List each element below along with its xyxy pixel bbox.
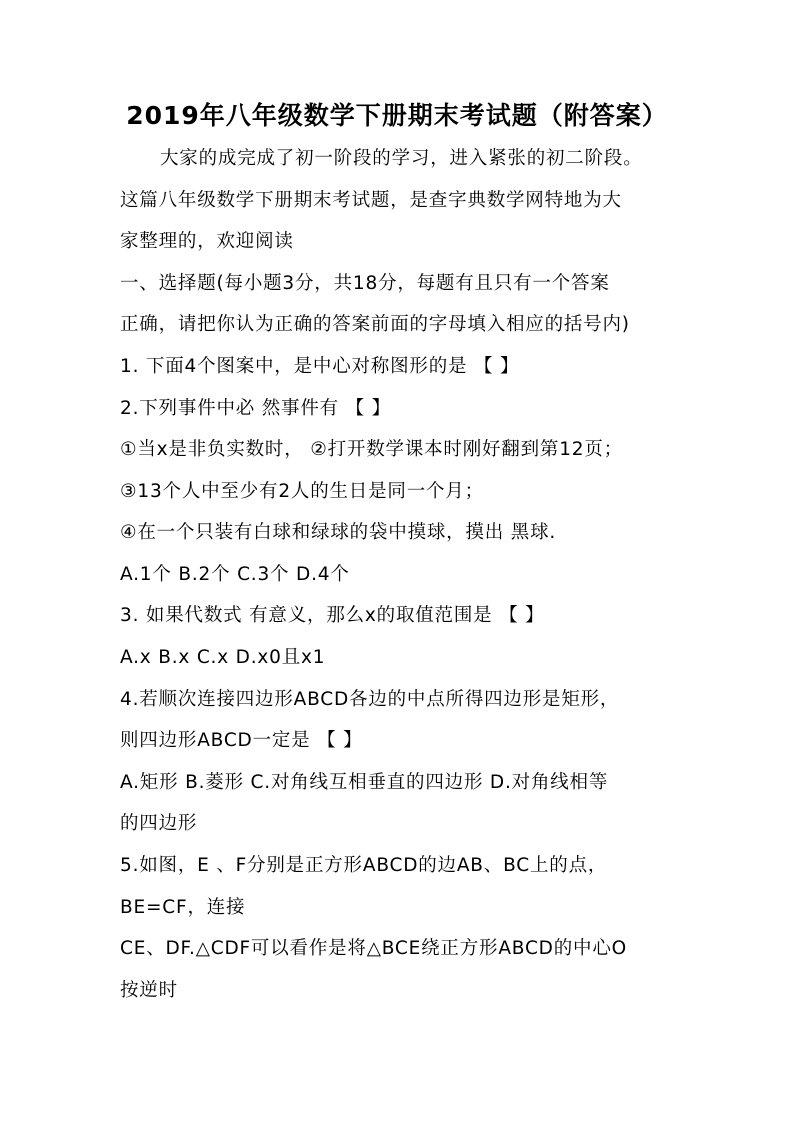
- text-line-1: 大家的成完成了初一阶段的学习，进入紧张的初二阶段。: [160, 148, 643, 169]
- text-line-2: 这篇八年级数学下册期末考试题，是查字典数学网特地为大: [120, 190, 622, 211]
- question-5: 5.如图，E 、F分别是正方形ABCD的边AB、BC上的点，: [120, 855, 608, 876]
- section-heading: 一、选择题(每小题3分，共18分，每题有且只有一个答案: [120, 273, 610, 294]
- text-line-5: 正确，请把你认为正确的答案前面的字母填入相应的括号内): [120, 314, 630, 335]
- question-2-item-4: ④在一个只装有白球和绿球的袋中摸球，摸出 黑球.: [120, 522, 557, 543]
- question-4-options-cont: 的四边形: [120, 813, 198, 834]
- question-3-options: A.x B.x C.x D.x0且x1: [120, 647, 326, 668]
- question-4-cont: 则四边形ABCD一定是 【 】: [120, 730, 363, 751]
- text-line-3: 家整理的，欢迎阅读: [120, 231, 294, 252]
- question-5-cont-3: 按逆时: [120, 980, 178, 1001]
- question-5-cont-2: CE、DF.△CDF可以看作是将△BCE绕正方形ABCD的中心O: [120, 938, 627, 959]
- question-2-options: A.1个 B.2个 C.3个 D.4个: [120, 564, 350, 585]
- question-5-cont-1: BE=CF，连接: [120, 897, 246, 918]
- question-3: 3. 如果代数式 有意义，那么x的取值范围是 【 】: [120, 605, 545, 626]
- question-1: 1. 下面4个图案中，是中心对称图形的是 【 】: [120, 356, 520, 377]
- question-4-options: A.矩形 B.菱形 C.对角线互相垂直的四边形 D.对角线相等: [120, 772, 609, 793]
- question-2-item-1-2: ①当x是非负实数时， ②打开数学课本时刚好翻到第12页；: [120, 439, 623, 460]
- page-title: 2019年八年级数学下册期末考试题（附答案）: [126, 101, 668, 130]
- question-2-item-3: ③13个人中至少有2人的生日是同一个月；: [120, 481, 484, 502]
- question-2: 2.下列事件中必 然事件有 【 】: [120, 398, 391, 419]
- question-4: 4.若顺次连接四边形ABCD各边的中点所得四边形是矩形，: [120, 689, 620, 710]
